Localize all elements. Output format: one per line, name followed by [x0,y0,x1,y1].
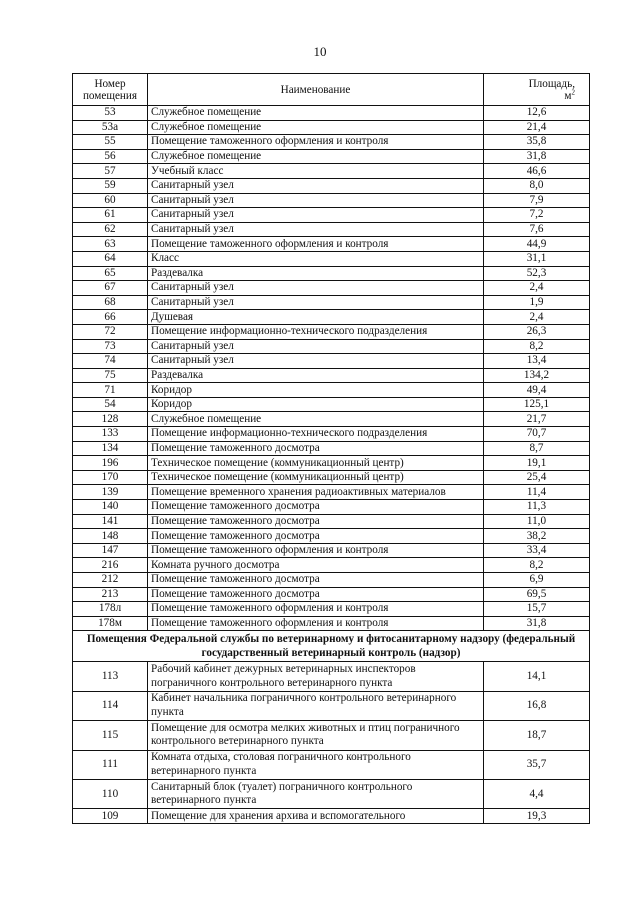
header-area-unit: м [564,89,572,102]
room-number: 109 [73,809,148,824]
room-number: 134 [73,441,148,456]
table-row [73,266,590,281]
room-number: 53а [73,120,148,135]
room-name: Санитарный блок (туалет) пограничного контрольного ветеринарного пункта [148,779,484,808]
room-number: 68 [73,295,148,310]
room-name: Служебное помещение [148,149,484,164]
room-area: 8,2 [484,339,590,354]
room-name: Санитарный узел [148,281,484,296]
room-name: Коридор [148,397,484,412]
room-name: Служебное помещение [148,120,484,135]
room-name: Помещение таможенного досмотра [148,441,484,456]
table-row [73,441,590,456]
table-row [73,616,590,631]
table-row [73,222,590,237]
room-number: 196 [73,456,148,471]
room-area: 16,8 [484,691,590,720]
header-area-line1: Площадь, [528,77,575,90]
table-row [73,427,590,442]
table-row [73,470,590,485]
table-row [73,281,590,296]
table-row [73,164,590,179]
table-row [73,120,590,135]
room-area: 46,6 [484,164,590,179]
table-row [73,193,590,208]
table-row [73,587,590,602]
table-row [73,602,590,617]
room-area: 2,4 [484,281,590,296]
table-row [73,310,590,325]
room-number: 148 [73,529,148,544]
room-area: 6,9 [484,573,590,588]
table-row [73,485,590,500]
room-number: 56 [73,149,148,164]
table-row [73,721,590,750]
room-name: Помещение информационно-технического подразделения [148,324,484,339]
room-area: 125,1 [484,397,590,412]
room-area: 1,9 [484,295,590,310]
header-name: Наименование [148,74,484,106]
room-name: Техническое помещение (коммуникационный центр) [148,470,484,485]
room-name: Душевая [148,310,484,325]
room-area: 69,5 [484,587,590,602]
table-row [73,529,590,544]
room-number: 113 [73,662,148,691]
rooms-table [72,73,590,824]
room-name: Помещение для хранения архива и вспомогательного [148,809,484,824]
room-name: Помещение таможенного оформления и контроля [148,602,484,617]
room-area: 14,1 [484,662,590,691]
room-name: Санитарный узел [148,354,484,369]
room-name: Помещение таможенного оформления и контроля [148,135,484,150]
room-number: 212 [73,573,148,588]
table-row [73,368,590,383]
table-row [73,208,590,223]
room-area: 15,7 [484,602,590,617]
room-area: 49,4 [484,383,590,398]
room-name: Комната ручного досмотра [148,558,484,573]
room-number: 178м [73,616,148,631]
table-row [73,149,590,164]
room-area: 25,4 [484,470,590,485]
header-number [73,74,148,106]
room-number: 59 [73,178,148,193]
room-area: 38,2 [484,529,590,544]
room-name: Класс [148,251,484,266]
room-area: 7,2 [484,208,590,223]
table-row [73,779,590,808]
table-row [73,383,590,398]
table-row [73,456,590,471]
room-name: Санитарный узел [148,178,484,193]
room-number: 140 [73,500,148,515]
room-number: 128 [73,412,148,427]
room-number: 63 [73,237,148,252]
room-number: 139 [73,485,148,500]
room-area: 44,9 [484,237,590,252]
room-area: 13,4 [484,354,590,369]
room-name: Помещение для осмотра мелких животных и птиц пограничного контрольного ветеринарного пункта [148,721,484,750]
room-area: 11,3 [484,500,590,515]
table-row [73,324,590,339]
room-name: Помещение таможенного досмотра [148,514,484,529]
room-name: Рабочий кабинет дежурных ветеринарных инспекторов пограничного контрольного ветеринарного пункта [148,662,484,691]
room-area: 52,3 [484,266,590,281]
table-row [73,500,590,515]
room-area: 8,2 [484,558,590,573]
room-name: Санитарный узел [148,193,484,208]
room-name: Техническое помещение (коммуникационный центр) [148,456,484,471]
table-row [73,339,590,354]
room-number: 65 [73,266,148,281]
room-number: 62 [73,222,148,237]
room-name: Помещение таможенного оформления и контроля [148,237,484,252]
room-number: 147 [73,543,148,558]
room-number: 141 [73,514,148,529]
room-name: Помещение таможенного досмотра [148,587,484,602]
table-row [73,514,590,529]
room-number: 55 [73,135,148,150]
room-name: Помещение таможенного досмотра [148,500,484,515]
room-area: 8,0 [484,178,590,193]
table-row [73,106,590,121]
table-row [73,354,590,369]
room-area: 70,7 [484,427,590,442]
room-area: 21,7 [484,412,590,427]
table-row [73,178,590,193]
page-number: 10 [313,44,327,59]
header-area [484,74,590,106]
room-number: 216 [73,558,148,573]
room-area: 33,4 [484,543,590,558]
room-number: 71 [73,383,148,398]
table-row [73,543,590,558]
table-row [73,750,590,779]
room-area: 31,8 [484,149,590,164]
room-number: 74 [73,354,148,369]
room-number: 110 [73,779,148,808]
room-name: Раздевалка [148,266,484,281]
room-number: 54 [73,397,148,412]
room-area: 19,1 [484,456,590,471]
room-name: Коридор [148,383,484,398]
room-number: 133 [73,427,148,442]
section-header-row [73,631,590,662]
room-name: Помещение таможенного оформления и контроля [148,543,484,558]
table-row [73,251,590,266]
table-row [73,397,590,412]
room-number: 57 [73,164,148,179]
room-number: 67 [73,281,148,296]
room-name: Помещение таможенного досмотра [148,573,484,588]
room-number: 61 [73,208,148,223]
room-number: 66 [73,310,148,325]
table-row [73,295,590,310]
room-area: 26,3 [484,324,590,339]
room-name: Помещение таможенного оформления и контроля [148,616,484,631]
room-area: 134,2 [484,368,590,383]
room-area: 31,1 [484,251,590,266]
room-name: Кабинет начальника пограничного контрольного ветеринарного пункта [148,691,484,720]
header-area-unit-sup: 2 [571,87,575,96]
room-name: Помещение информационно-технического подразделения [148,427,484,442]
room-number: 64 [73,251,148,266]
header-number-line1: Номер [94,77,126,90]
table-row [73,809,590,824]
room-area: 7,9 [484,193,590,208]
room-name: Помещение временного хранения радиоактивных материалов [148,485,484,500]
table-row [73,558,590,573]
room-number: 115 [73,721,148,750]
room-number: 60 [73,193,148,208]
room-number: 213 [73,587,148,602]
room-area: 2,4 [484,310,590,325]
section-title: Помещения Федеральной службы по ветеринарному и фитосанитарному надзору (федеральный государственный ветеринарный контроль (надзор) [73,631,590,662]
room-name: Санитарный узел [148,222,484,237]
room-name: Учебный класс [148,164,484,179]
room-name: Служебное помещение [148,412,484,427]
table-row [73,573,590,588]
room-area: 7,6 [484,222,590,237]
room-area: 11,4 [484,485,590,500]
room-number: 53 [73,106,148,121]
room-name: Санитарный узел [148,208,484,223]
room-number: 75 [73,368,148,383]
room-name: Помещение таможенного досмотра [148,529,484,544]
room-name: Служебное помещение [148,106,484,121]
table-header-row [73,74,590,106]
table-row [73,135,590,150]
room-number: 111 [73,750,148,779]
room-number: 178л [73,602,148,617]
room-number: 72 [73,324,148,339]
room-area: 35,7 [484,750,590,779]
room-name: Раздевалка [148,368,484,383]
header-number-line2: помещения [82,89,138,102]
room-area: 35,8 [484,135,590,150]
room-area: 31,8 [484,616,590,631]
table-row [73,691,590,720]
room-number: 114 [73,691,148,720]
room-area: 21,4 [484,120,590,135]
room-name: Санитарный узел [148,295,484,310]
room-area: 11,0 [484,514,590,529]
room-area: 8,7 [484,441,590,456]
table-row [73,662,590,691]
room-area: 19,3 [484,809,590,824]
table-row [73,237,590,252]
table-body [73,106,590,824]
room-area: 4,4 [484,779,590,808]
room-number: 73 [73,339,148,354]
room-name: Комната отдыха, столовая пограничного контрольного ветеринарного пункта [148,750,484,779]
room-number: 170 [73,470,148,485]
table-row [73,412,590,427]
room-name: Санитарный узел [148,339,484,354]
room-area: 18,7 [484,721,590,750]
room-area: 12,6 [484,106,590,121]
